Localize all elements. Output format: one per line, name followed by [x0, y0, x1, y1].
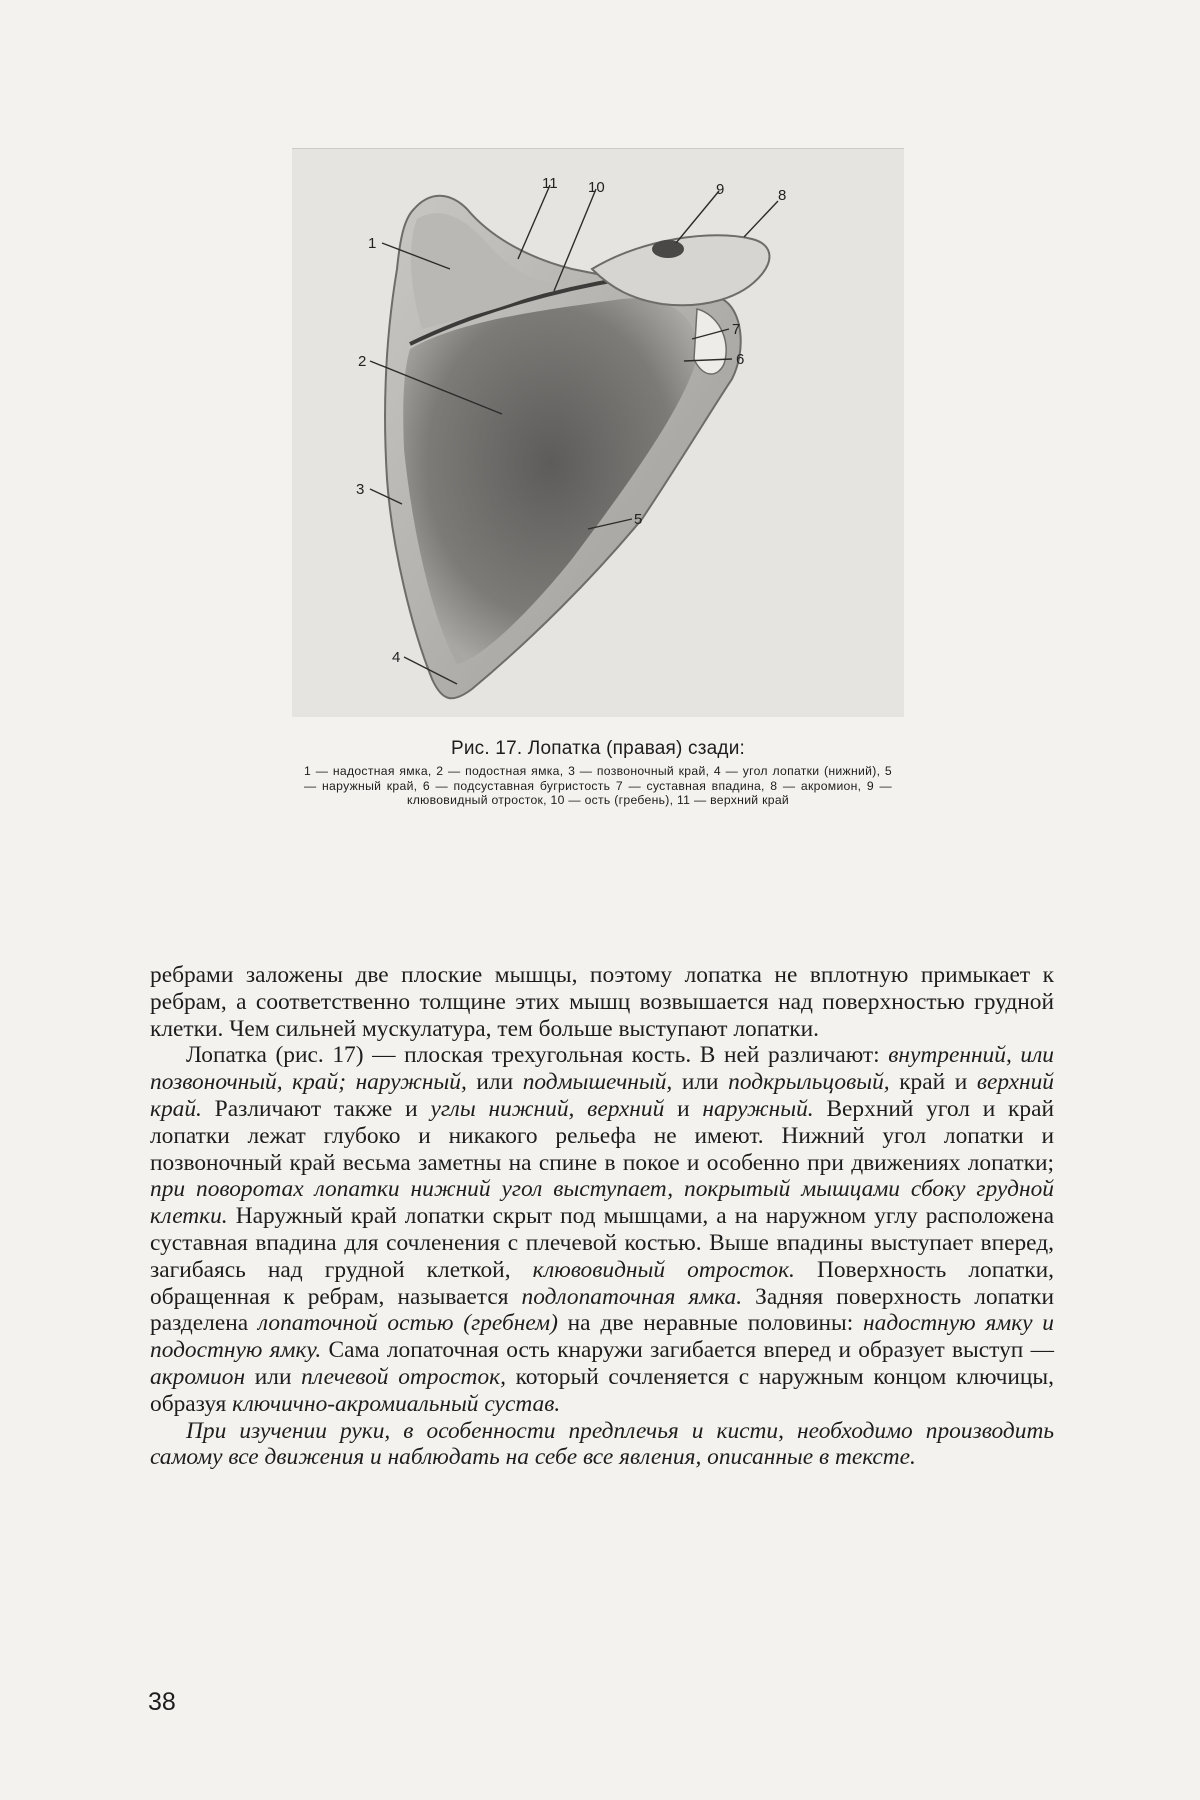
- p2-text: Различают также и: [201, 1095, 431, 1122]
- p2-text: край и: [889, 1069, 977, 1096]
- p2-text: Наружный край лопатки скрыт под мышцами, а на наружном углу расположена суставная впадина для сочленения с плечевой костью. Выше впадины выступает вперед, загибаясь над грудной клеткой,: [150, 1203, 1054, 1283]
- label-10: 10: [588, 179, 605, 196]
- p2-text: Лопатка (рис. 17) — плоская трехугольная кость. В ней различают:: [186, 1042, 889, 1069]
- page-number: 38: [148, 1688, 176, 1716]
- p2-italic: акромион: [150, 1363, 246, 1390]
- label-1: 1: [368, 235, 377, 252]
- p2-italic: углы нижний, верхний: [430, 1095, 665, 1122]
- label-6: 6: [736, 351, 745, 368]
- label-8: 8: [778, 187, 787, 204]
- label-11: 11: [542, 175, 558, 192]
- p2-text: который сочленяется с наружным концом ключицы, образуя: [150, 1363, 1054, 1417]
- p2-text: или: [245, 1363, 302, 1390]
- figure-caption: [292, 738, 904, 808]
- p2-italic: клювовидный отросток.: [532, 1256, 795, 1283]
- p2-text: Сама лопаточная ость кнаружи загибается вперед и образует выступ —: [321, 1337, 1054, 1364]
- p2-italic: лопаточной остью (гребнем): [257, 1310, 558, 1337]
- p2-italic: подмышечный,: [522, 1069, 673, 1096]
- caption-legend: 1 — надостная ямка, 2 — подостная ямка, 3 — позвоночный край, 4 — угол лопатки (нижний), 5 — наружный край, 6 — подсуставная бугристость 7 — суставная впадина, 8 — акромион, 9 — клювовидный отросток, 10 — ость (гребень), 11 — верхний край: [304, 764, 892, 808]
- caption-title: Рис. 17. Лопатка (правая) сзади:: [450, 738, 746, 759]
- p2-italic: при поворотах лопатки нижний угол выступает, покрытый мышцами сбоку грудной клетки.: [150, 1176, 1054, 1230]
- p2-text: Верхний угол и край лопатки лежат глубоко и никакого рельефа не имеют. Нижний угол лопатки и позвоночный край весьма заметны на спине в покое и особенно при движениях лопатки;: [150, 1095, 1054, 1176]
- scapula-figure: [292, 148, 904, 717]
- p2-italic: плечевой отросток,: [301, 1363, 506, 1390]
- label-9: 9: [716, 181, 725, 198]
- label-5: 5: [634, 511, 643, 528]
- label-2: 2: [358, 353, 367, 370]
- p2-text: на две неравные половины:: [557, 1310, 864, 1337]
- paragraph-3: При изучении руки, в особенности предплечья и кисти, необходимо производить самому все движения и наблюдать на себе все явления, описанные в тексте.: [150, 1417, 1054, 1471]
- p2-text: или: [466, 1069, 523, 1096]
- paragraph-1: ребрами заложены две плоские мышцы, поэтому лопатка не вплотную примыкает к ребрам, а соответственно толщине этих мышц возвышается над поверхностью грудной клетки. Чем сильней мускулатура, тем больше выступают лопатки.: [150, 962, 1054, 1042]
- p2-italic: верхний край.: [150, 1069, 1054, 1122]
- p2-text: Поверхность лопатки, обращенная к ребрам, называется: [150, 1256, 1054, 1310]
- p2-italic: надостную ямку и подостную ямку.: [150, 1310, 1055, 1364]
- p2-italic: подкрыльцовый,: [728, 1069, 890, 1096]
- scapula-illustration: [292, 149, 904, 717]
- p2-text: и: [664, 1095, 703, 1122]
- paragraph-2: [150, 1042, 1054, 1417]
- coracoid-process: [652, 240, 684, 258]
- p2-italic: наружный.: [702, 1095, 814, 1122]
- label-3: 3: [356, 481, 365, 498]
- p2-italic: внутренний, или позвоночный, край; наружный,: [150, 1042, 1055, 1096]
- p2-text: Задняя поверхность лопатки разделена: [150, 1283, 1054, 1337]
- label-4: 4: [392, 649, 401, 666]
- p2-italic: ключично-акромиальный сустав.: [232, 1390, 561, 1417]
- body-text: [150, 962, 1054, 1471]
- label-7: 7: [732, 321, 741, 338]
- p2-text: или: [672, 1069, 729, 1096]
- p2-italic: подлопаточная ямка.: [521, 1283, 743, 1310]
